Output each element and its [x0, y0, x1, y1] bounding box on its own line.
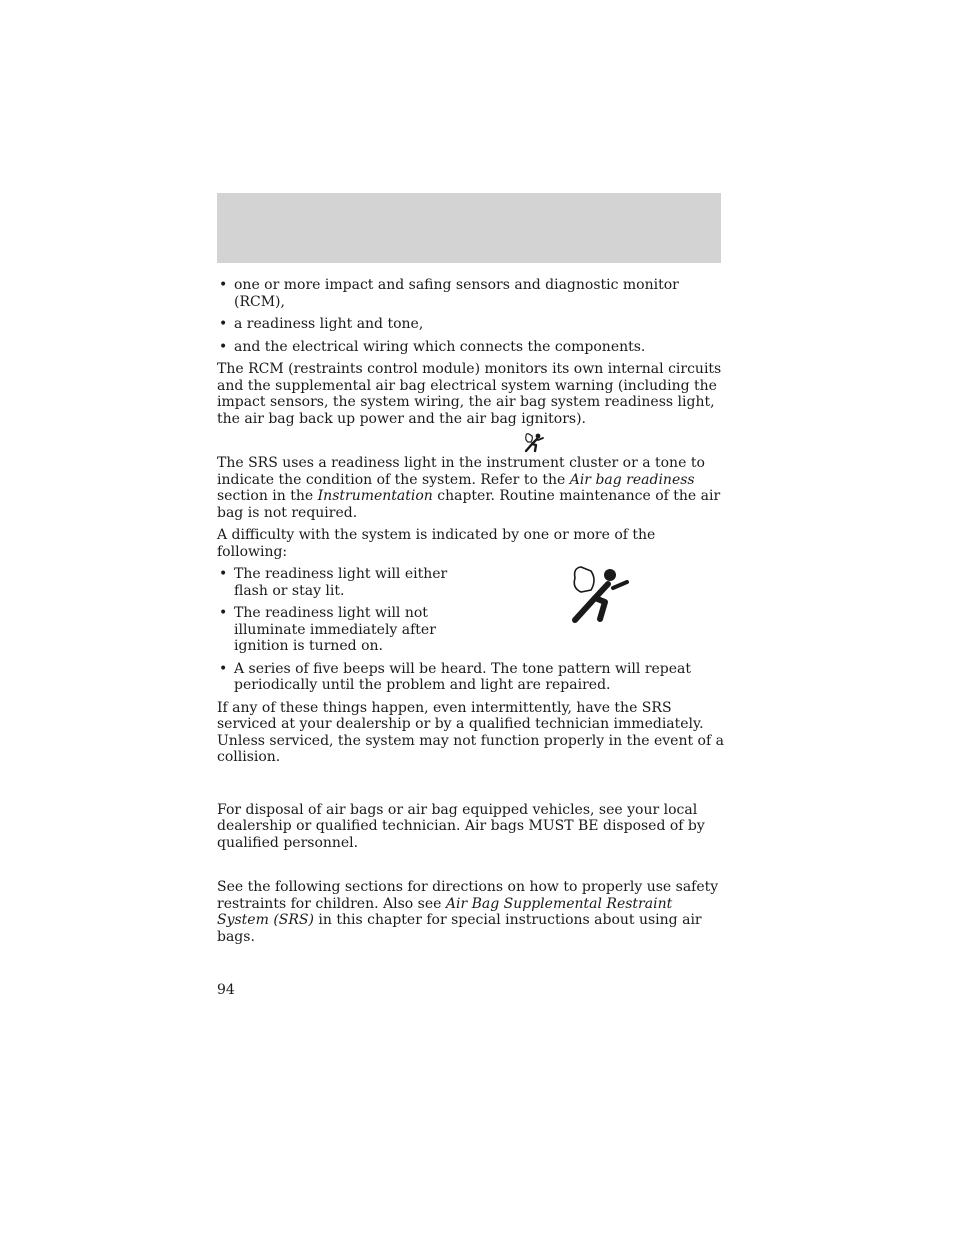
list-item: • and the electrical wiring which connects the components. [217, 339, 727, 356]
disposal-paragraph: For disposal of air bags or air bag equipped vehicles, see your local dealership or qualified technician. Air bags MUST BE disposed of by qualified personnel. [217, 801, 705, 851]
page-content [217, 277, 727, 951]
page-number: 94 [217, 982, 235, 998]
rcm-paragraph: The RCM (restraints control module) monitors its own internal circuits and the supplemental air bag electrical system warning (including the impact sensors, the system wiring, the air bag system readiness light, the air bag back up power and the air bag ignitors). [217, 361, 722, 427]
airbag-readiness-icon [217, 433, 727, 455]
list-item: • The readiness light will either flash or stay lit. [217, 566, 464, 599]
air-bag-readiness-reference: Air bag readiness [569, 471, 695, 488]
service-paragraph: If any of these things happen, even intermittently, have the SRS serviced at your dealership or by a qualified technician immediately. Unless serviced, the system may not function properly in the event of a collision. [217, 699, 724, 765]
airbag-readiness-icon [567, 566, 633, 631]
list-item: • A series of five beeps will be heard. The tone pattern will repeat periodically until the problem and light are repaired. [217, 661, 727, 694]
children-paragraph: See the following sections for directions on how to properly use safety restraints for children. Also see Air Bag Supplemental Restraint System (SRS) in this chapter for special instructions about using air bags. [217, 879, 719, 945]
srs-paragraph: The SRS uses a readiness light in the instrument cluster or a tone to indicate the condition of the system. Refer to the Air bag readiness section in the Instrumentation chapter. Routine maintenance of the air bag is not required. [217, 455, 721, 521]
difficulty-intro: A difficulty with the system is indicated by one or more of the following: [217, 527, 656, 560]
section-header-band [217, 193, 721, 263]
instrumentation-reference: Instrumentation [317, 488, 433, 504]
list-item: • a readiness light and tone, [217, 316, 727, 333]
srs-section-reference: Air Bag Supplemental Restraint System (SRS) [217, 895, 673, 928]
difficulty-list [217, 566, 727, 655]
list-item: • The readiness light will not illuminate immediately after ignition is turned on. [217, 605, 464, 655]
list-item: • one or more impact and safing sensors and diagnostic monitor (RCM), [217, 277, 727, 310]
